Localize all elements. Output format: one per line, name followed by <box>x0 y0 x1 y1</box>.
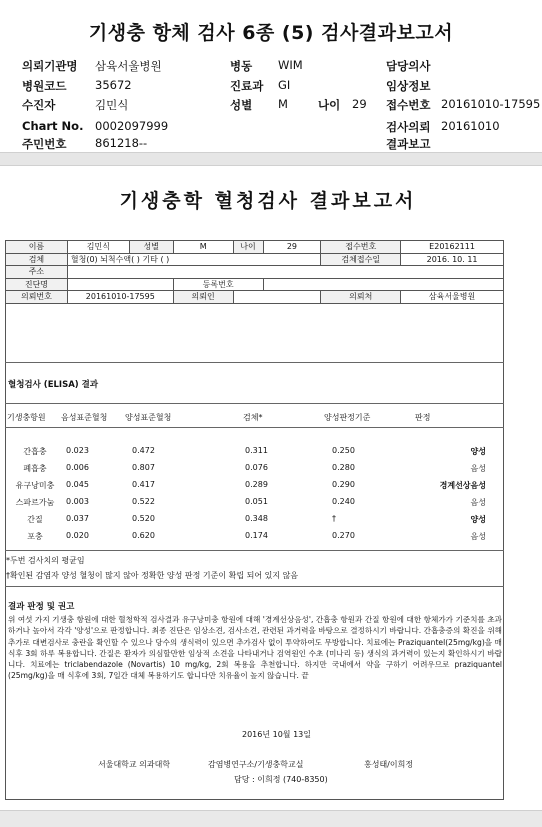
cutoff-value: 0.290 <box>332 480 355 489</box>
age-label: 나이 <box>318 98 341 112</box>
positive-control-value: 0.417 <box>132 480 155 489</box>
address-label: 주소 <box>6 266 68 279</box>
antigen-name: 간흡충 <box>23 447 47 456</box>
col-header-cutoff: 양성판정기준 <box>324 413 371 422</box>
university-name: 서울대학교 의과대학 <box>98 760 171 769</box>
ward-value: WIM <box>278 58 303 72</box>
specimen-value: 혈청(0) 뇌척수액( ) 기타 ( ) <box>67 253 320 266</box>
sex-label: 성별 <box>230 98 253 112</box>
divider <box>5 403 504 404</box>
requester-label: 의뢰인 <box>173 291 233 304</box>
divider <box>5 550 504 551</box>
age-value: 29 <box>263 241 321 254</box>
sex-value: M <box>278 97 288 111</box>
negative-control-value: 0.037 <box>66 514 89 523</box>
result-value: 경계선상음성 <box>439 481 486 490</box>
scanned-report <box>2 168 534 808</box>
resident-no-value: 861218-- <box>95 136 148 150</box>
positive-control-value: 0.522 <box>132 497 155 506</box>
divider <box>5 427 504 428</box>
elisa-section-title: 혈청검사 (ELISA) 결과 <box>8 380 99 390</box>
hospital-code-value: 35672 <box>95 78 132 92</box>
clinical-info-label: 임상정보 <box>386 79 431 93</box>
positive-control-value: 0.807 <box>132 463 155 472</box>
judgement-title: 결과 판정 및 권고 <box>8 602 75 612</box>
antigen-name: 폐흡충 <box>23 464 47 473</box>
receipt-no-label: 접수번호 <box>321 241 401 254</box>
contact-info: 담당 : 이희정 (740-8350) <box>234 775 328 784</box>
sample-value: 0.311 <box>245 446 268 455</box>
receipt-value: 20161010-17595 <box>441 97 541 111</box>
name-label: 이름 <box>6 241 68 254</box>
antigen-name: 포충 <box>27 532 43 541</box>
chart-no-value: 0002097999 <box>95 119 169 133</box>
negative-control-value: 0.045 <box>66 480 89 489</box>
antigen-name: 간질 <box>27 515 43 524</box>
report-date: 2016년 10월 13일 <box>242 730 311 739</box>
col-header-positive: 양성표준혈청 <box>125 413 172 422</box>
section-separator <box>0 152 542 166</box>
sample-value: 0.051 <box>245 497 268 506</box>
footnote-cutoff: †확인된 감염자 양성 혈청이 많지 않아 정확한 양성 판정 기준이 확립 되어 있지 않음 <box>6 571 299 580</box>
sample-value: 0.076 <box>245 463 268 472</box>
negative-control-value: 0.023 <box>66 446 89 455</box>
divider <box>5 586 504 587</box>
registration-label: 등록번호 <box>173 278 263 291</box>
lab-name: 감염병연구소/기생충학교실 <box>208 760 304 769</box>
request-date-label: 검사의뢰 <box>386 120 431 134</box>
department-value: GI <box>278 78 291 92</box>
doctor-label: 담당의사 <box>386 59 431 73</box>
result-value: 양성 <box>470 447 486 456</box>
sample-value: 0.348 <box>245 514 268 523</box>
antigen-name: 스파르가눔 <box>15 498 55 507</box>
antigen-name: 유구낭미충 <box>15 481 55 490</box>
signers: 홍성태/이희정 <box>364 760 414 769</box>
sample-value: 0.174 <box>245 531 268 540</box>
institution-label: 의뢰기관명 <box>22 59 78 73</box>
negative-control-value: 0.003 <box>66 497 89 506</box>
age-label: 나이 <box>233 241 263 254</box>
specimen-date-label: 검체접수일 <box>321 253 401 266</box>
request-no-label: 의뢰번호 <box>6 291 68 304</box>
footnote-average: *두번 검사치의 평균임 <box>6 556 85 565</box>
chart-no-label: Chart No. <box>22 119 84 133</box>
cutoff-value: 0.250 <box>332 446 355 455</box>
specimen-date-value: 2016. 10. 11 <box>401 253 504 266</box>
negative-control-value: 0.006 <box>66 463 89 472</box>
patient-value: 김민식 <box>95 98 129 112</box>
institution-value: 삼육서울병원 <box>401 291 504 304</box>
receipt-no-value: E20162111 <box>401 241 504 254</box>
specimen-label: 검체 <box>6 253 68 266</box>
result-value: 음성 <box>470 498 486 507</box>
sex-value: M <box>173 241 233 254</box>
col-header-result: 판정 <box>415 413 431 422</box>
page-title: 기생충 항체 검사 6종 (5) 검사결과보고서 <box>88 22 454 44</box>
col-header-negative: 음성표준혈청 <box>61 413 108 422</box>
hospital-code-label: 병원코드 <box>22 79 67 93</box>
patient-label: 수진자 <box>22 98 56 112</box>
cutoff-value: 0.270 <box>332 531 355 540</box>
positive-control-value: 0.472 <box>132 446 155 455</box>
name-value: 김민식 <box>67 241 129 254</box>
page-bottom-gap <box>0 810 542 827</box>
diagnosis-label: 진단명 <box>6 278 68 291</box>
receipt-label: 접수번호 <box>386 98 431 112</box>
cutoff-value: 0.280 <box>332 463 355 472</box>
judgement-text: 위 여섯 가지 기생충 항원에 대한 혈청학적 검사결과 유구낭미충 항원에 대해 '경계선상음성', 간흡충 항원과 간질 항원에 대한 항체가가 기준치를 초과하거나 높아서 각각 '양성'으로 판정합니다. 최종 진단은 임상소견, 검사소견, 관련된 과거력을 바탕으로 결정하시기 바랍니다. 간흡충증의 확진을 위해 추가로 대변검사로 충란을 확인할 수 있으나 당수의 생식력이 있으면 추가검사 없이 투약하여도 무방합니다. 치료에는 Praziquantel(25mg/kg)을 매식후 3회 하루 복용합니다. 간질은 환자가 의심할만한 임상적 소견을 나타내거나 검역원인 수초 (미나리 등) 생식의 과거력이 있는지 확인하시기 바랍니다. 치료에는 triclabendazole (Novartis) 10 mg/kg, 2회 복용을 추천합니다. 하지만 국내에서 약을 구하기 어려우므로 praziquantel (25mg/kg)을 매 식후에 3회, 7일간 대체 복용하기도 합니다만 치유율이 높지 않습니다. 끝 <box>8 615 502 681</box>
sex-label: 성별 <box>129 241 173 254</box>
result-value: 양성 <box>470 515 486 524</box>
department-label: 진료과 <box>230 79 264 93</box>
sample-value: 0.289 <box>245 480 268 489</box>
result-value: 음성 <box>470 532 486 541</box>
result-report-label: 결과보고 <box>386 137 431 151</box>
divider <box>5 362 504 363</box>
positive-control-value: 0.620 <box>132 531 155 540</box>
institution-value: 삼육서울병원 <box>95 59 162 73</box>
positive-control-value: 0.520 <box>132 514 155 523</box>
request-no-value: 20161010-17595 <box>67 291 173 304</box>
institution-label: 의뢰처 <box>321 291 401 304</box>
negative-control-value: 0.020 <box>66 531 89 540</box>
request-date-value: 20161010 <box>441 119 500 133</box>
result-value: 음성 <box>470 464 486 473</box>
report-title: 기생충학 혈청검사 결과보고서 <box>119 190 417 212</box>
age-value: 29 <box>352 97 367 111</box>
cutoff-value: 0.240 <box>332 497 355 506</box>
ward-label: 병동 <box>230 59 253 73</box>
col-header-antigen: 기생충항원 <box>7 413 46 422</box>
col-header-sample: 검체* <box>243 413 263 422</box>
resident-no-label: 주민번호 <box>22 137 67 151</box>
cutoff-value: † <box>332 514 336 523</box>
